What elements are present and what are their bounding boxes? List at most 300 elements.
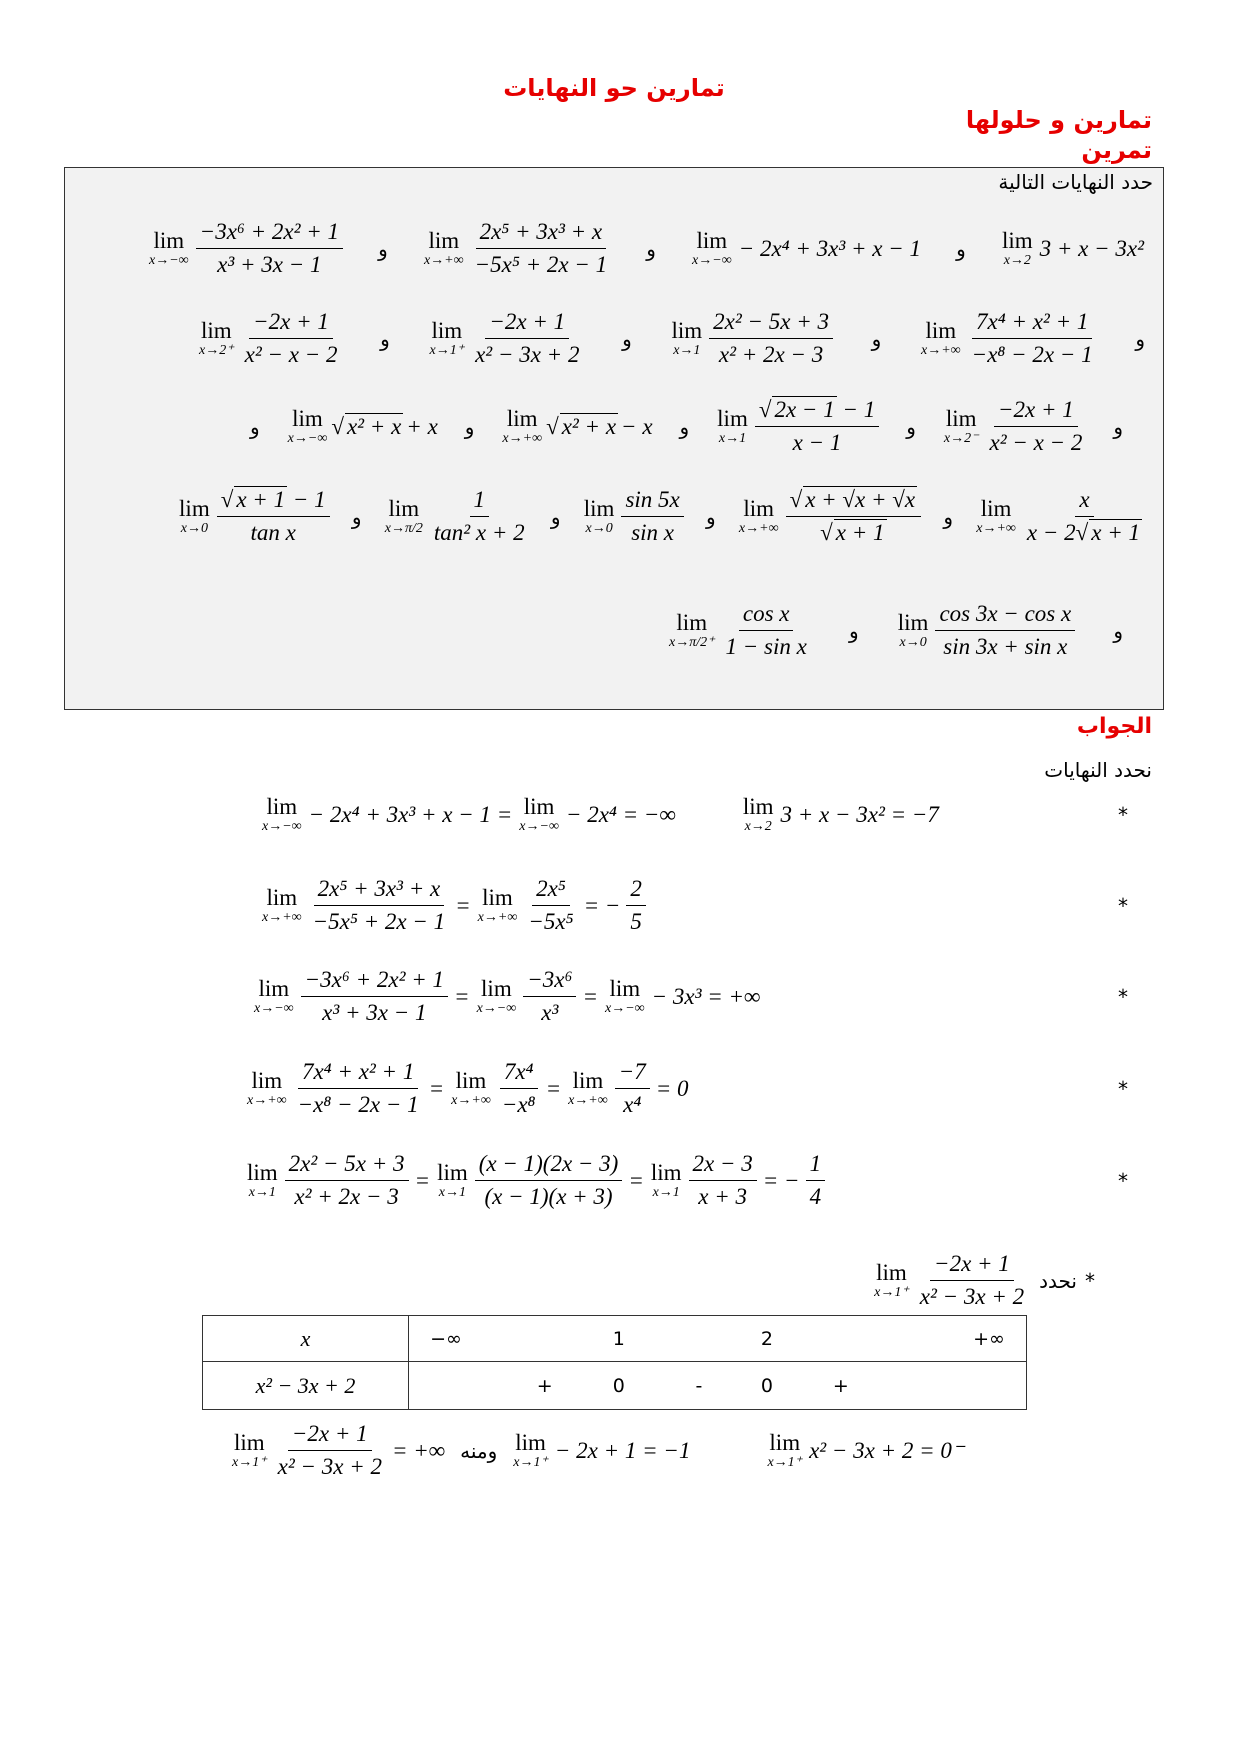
square-root <box>1076 520 1142 545</box>
exercise-row <box>65 396 1163 457</box>
limit-subscript: x→−∞ <box>519 819 559 834</box>
subtitle: تمارين و حلولها <box>965 106 1152 134</box>
limit-subscript: x→+∞ <box>502 431 543 446</box>
limit-operator <box>921 319 961 358</box>
math-expression <box>763 1431 967 1470</box>
lim-label: lim <box>515 1430 546 1455</box>
math-text: x² − 3x + 2 = 0⁻ <box>809 1437 965 1463</box>
and-separator: و <box>622 326 632 351</box>
denominator <box>627 517 678 547</box>
numerator <box>314 875 445 906</box>
math-text: = <box>545 1075 562 1101</box>
lim-label: lim <box>428 228 460 253</box>
limit-subscript: x→1 <box>673 343 701 358</box>
denominator <box>498 1089 540 1119</box>
math-text: (x − 1)(x + 3) <box>484 1184 613 1209</box>
math-text: x³ <box>541 1000 559 1025</box>
sign-table-row-label: x² − 3x + 2 <box>203 1362 409 1410</box>
fraction <box>985 396 1086 457</box>
sign-table-signs <box>409 1362 1027 1410</box>
lim-label: lim <box>266 885 298 910</box>
denominator <box>722 631 811 661</box>
lim-label: lim <box>179 496 210 521</box>
limit-operator <box>429 319 464 358</box>
denominator <box>480 1181 616 1211</box>
lim-label: lim <box>258 976 290 1001</box>
sign-table <box>202 1315 1027 1410</box>
lim-label: lim <box>200 318 232 343</box>
limit-subscript: x→+∞ <box>738 521 779 536</box>
denominator <box>524 906 577 936</box>
limit-subscript: x→−∞ <box>262 819 302 834</box>
and-separator: و <box>871 326 882 351</box>
exercise-row <box>65 218 1163 279</box>
math-text: −2x + 1 <box>291 1421 368 1446</box>
numerator <box>930 1250 1014 1281</box>
answer-line <box>0 1150 1240 1211</box>
lim-label: lim <box>153 228 185 253</box>
and-separator: و <box>679 414 690 439</box>
math-expression <box>420 218 614 279</box>
limit-operator <box>247 1069 287 1108</box>
lim-label: lim <box>1001 228 1033 253</box>
denominator <box>816 517 890 547</box>
limit-subscript: x→0 <box>180 521 208 536</box>
lim-label: lim <box>266 794 298 819</box>
lim-label: lim <box>482 885 513 910</box>
math-text: sin 3x + sin x <box>943 634 1068 659</box>
denominator <box>241 339 342 369</box>
and-separator: و <box>943 504 954 529</box>
math-text: −2x + 1 <box>998 397 1074 422</box>
limit-operator <box>513 1431 548 1470</box>
lim-label: lim <box>696 228 728 253</box>
denominator <box>939 631 1071 661</box>
limit-subscript: x→1 <box>438 1185 466 1200</box>
fraction <box>524 875 577 936</box>
radical-icon: √ <box>758 397 772 422</box>
denominator <box>1023 517 1146 547</box>
sign: - <box>695 1374 703 1397</box>
math-text: − 1 <box>836 397 876 422</box>
denominator <box>789 427 846 457</box>
radicand: x + 1 <box>1091 520 1140 545</box>
radical-icon: √ <box>220 487 234 512</box>
answer-line <box>0 875 1240 936</box>
limit-operator <box>262 795 302 834</box>
fraction <box>806 1150 826 1211</box>
numerator <box>217 486 330 517</box>
limit-subscript: x→+∞ <box>451 1093 491 1108</box>
math-text: −5x⁵ <box>528 909 574 934</box>
lim-label: lim <box>671 318 703 343</box>
limit-subscript: x→1⁺ <box>767 1455 803 1470</box>
math-text: 7x⁴ <box>503 1059 534 1084</box>
math-expression <box>243 1150 828 1211</box>
limit-operator <box>254 977 294 1016</box>
fraction <box>1023 486 1146 547</box>
limit-subscript: x→+∞ <box>477 910 518 925</box>
limit-operator <box>149 229 189 268</box>
limit-operator <box>717 407 748 446</box>
limit-operator <box>739 497 779 536</box>
math-expression <box>688 229 924 268</box>
fraction <box>217 486 330 547</box>
numerator <box>298 1058 418 1089</box>
lim-label: lim <box>455 1068 487 1093</box>
limit-operator <box>451 1069 491 1108</box>
limit-subscript: x→0 <box>585 521 613 536</box>
limit-subscript: x→1 <box>718 431 747 446</box>
determine-line <box>0 1250 1240 1311</box>
numerator <box>615 1058 650 1089</box>
point: +∞ <box>973 1327 1005 1350</box>
limit-subscript: x→2 <box>1003 253 1031 268</box>
lim-label: lim <box>481 976 512 1001</box>
lim-label: lim <box>247 1160 278 1185</box>
math-text: −3x⁶ + 2x² + 1 <box>304 967 445 992</box>
limit-operator <box>288 407 328 446</box>
bullet-star: * <box>1118 1076 1128 1101</box>
math-text: (x − 1)(2x − 3) <box>478 1151 619 1176</box>
limit-operator <box>1002 229 1033 268</box>
math-text: = <box>454 983 470 1009</box>
math-text: −3x⁶ + 2x² + 1 <box>199 219 340 244</box>
fraction <box>196 218 343 279</box>
math-text: 3 + x − 3x² <box>1039 235 1144 261</box>
numerator <box>689 1150 757 1181</box>
lim-label: lim <box>506 406 538 431</box>
radicand: x² + x <box>346 413 402 439</box>
denominator <box>619 1089 645 1119</box>
math-expression <box>195 308 344 369</box>
fraction <box>615 1058 650 1119</box>
math-text: sin 5x <box>625 487 680 512</box>
numerator <box>994 396 1078 427</box>
limit-subscript: x→+∞ <box>262 910 302 925</box>
bullet-star: * <box>1118 984 1128 1009</box>
math-text: 2x⁵ <box>536 876 566 901</box>
limit-operator <box>232 1431 267 1470</box>
math-expression <box>425 308 586 369</box>
square-root <box>331 414 403 440</box>
limit-subscript: x→−∞ <box>149 253 189 268</box>
math-text: −2x + 1 <box>934 1251 1010 1276</box>
and-separator: و <box>250 414 260 439</box>
denominator <box>471 339 583 369</box>
answer-line <box>0 795 1240 834</box>
sign-table-header: x <box>203 1316 409 1362</box>
limit-subscript: x→1⁺ <box>232 1455 267 1470</box>
sign-table-points <box>409 1316 1027 1362</box>
radical-icon: √ <box>820 520 833 545</box>
limit-operator <box>651 1161 682 1200</box>
fraction <box>523 966 576 1027</box>
limit-subscript: x→π/2⁺ <box>669 635 715 650</box>
math-text: x − 2 <box>1026 520 1076 545</box>
denominator <box>309 906 449 936</box>
numerator <box>972 308 1092 339</box>
and-separator: و <box>1113 618 1123 643</box>
numerator <box>532 875 570 906</box>
lim-label: lim <box>292 406 323 431</box>
limit-operator <box>179 497 210 536</box>
exercise-box <box>64 167 1164 710</box>
lim-label: lim <box>572 1068 604 1093</box>
math-text: x² + 2x − 3 <box>718 342 824 367</box>
and-separator: و <box>378 236 388 261</box>
answer-heading: الجواب <box>1076 714 1152 739</box>
denominator <box>806 1181 826 1211</box>
math-text: 3 + x − 3x² = −7 <box>780 801 939 827</box>
lim-label: lim <box>980 496 1012 521</box>
math-text: 4 <box>809 1184 822 1209</box>
math-expression <box>243 1058 692 1119</box>
conclusion-line <box>0 1420 1240 1481</box>
bullet-star: * <box>1118 802 1128 827</box>
point: −∞ <box>430 1327 462 1350</box>
determine-star: * <box>1085 1268 1095 1293</box>
math-expression <box>498 407 655 446</box>
lim-label: lim <box>945 406 977 431</box>
math-text: −x⁸ − 2x − 1 <box>297 1092 419 1117</box>
radical-icon: √ <box>789 487 803 512</box>
math-text: x³ + 3x − 1 <box>217 252 322 277</box>
numerator <box>935 600 1075 631</box>
math-text: = <box>414 1167 431 1193</box>
sign: + <box>536 1374 553 1397</box>
math-text: − x <box>621 413 653 439</box>
fraction <box>309 875 449 936</box>
and-separator: و <box>1113 414 1123 439</box>
denominator <box>213 249 325 279</box>
limit-operator <box>477 977 517 1016</box>
math-text: x² + 2x − 3 <box>294 1184 399 1209</box>
fraction <box>475 1150 623 1211</box>
math-text: tan x <box>250 520 296 545</box>
lim-label: lim <box>431 318 463 343</box>
math-text: tan² x + 2 <box>433 520 525 545</box>
limit-subscript: x→1⁺ <box>874 1285 909 1300</box>
fraction <box>935 600 1075 661</box>
denominator <box>694 1181 751 1211</box>
limit-subscript: x→+∞ <box>921 343 961 358</box>
fraction <box>274 1420 386 1481</box>
math-expression <box>284 407 441 446</box>
numerator <box>288 1420 372 1451</box>
sign: 0 <box>760 1374 773 1397</box>
math-expression <box>228 1420 448 1481</box>
denominator <box>916 1281 1028 1311</box>
limit-operator <box>502 407 542 446</box>
math-text: x² − 3x + 2 <box>277 1454 382 1479</box>
math-text: − 2x⁴ + 3x³ + x − 1 = <box>308 801 513 827</box>
bullet-star: * <box>1118 893 1128 918</box>
limit-operator <box>385 497 423 536</box>
limit-operator <box>743 795 774 834</box>
math-text: 1 <box>473 487 485 512</box>
numerator <box>806 1150 826 1181</box>
point: 1 <box>612 1327 625 1350</box>
radicand: x + 1 <box>236 487 286 512</box>
math-text: = − <box>583 892 621 918</box>
limit-operator <box>584 497 615 536</box>
numerator <box>755 396 879 427</box>
math-text: cos x <box>742 601 790 626</box>
math-text: − 1 <box>287 487 326 512</box>
math-text: − 2x⁴ + 3x³ + x − 1 <box>738 235 922 261</box>
math-expression <box>713 396 882 457</box>
math-expression <box>381 486 532 547</box>
fraction <box>301 966 448 1027</box>
numerator <box>500 1058 538 1089</box>
limit-operator <box>976 497 1016 536</box>
limit-subscript: x→π/2 <box>384 521 423 536</box>
math-text: = +∞ <box>391 1437 446 1463</box>
fraction <box>471 308 583 369</box>
math-text: x² − x − 2 <box>244 342 338 367</box>
math-expression <box>667 308 836 369</box>
math-text: −5x⁵ + 2x − 1 <box>474 252 608 277</box>
radical-icon: √ <box>331 413 344 439</box>
lim-label: lim <box>388 496 420 521</box>
denominator <box>318 997 430 1027</box>
fraction <box>498 1058 540 1119</box>
math-expression <box>735 486 924 547</box>
limit-operator <box>437 1161 468 1200</box>
math-text: −x⁸ <box>501 1092 536 1117</box>
radicand: x + √x + √x <box>805 487 916 512</box>
math-expression <box>972 486 1149 547</box>
section-title: تمرين <box>1081 136 1152 164</box>
numerator <box>1075 486 1093 517</box>
limit-operator <box>199 319 234 358</box>
exercise-row <box>65 600 1163 661</box>
page-title: تمارين حو النهايات <box>503 74 725 102</box>
limit-subscript: x→2 <box>744 819 772 834</box>
determine-label: نحدد <box>1039 1268 1077 1293</box>
denominator <box>537 997 562 1027</box>
answer-intro: نحدد النهايات <box>1044 758 1152 782</box>
numerator <box>709 308 833 339</box>
numerator <box>470 486 490 517</box>
limit-subscript: x→1 <box>652 1185 680 1200</box>
fraction <box>722 600 811 661</box>
math-expression <box>258 875 649 936</box>
denominator <box>246 517 299 547</box>
fraction <box>689 1150 757 1211</box>
math-text: + x <box>406 413 438 439</box>
lim-label: lim <box>251 1068 283 1093</box>
math-expression <box>580 486 687 547</box>
denominator <box>626 906 646 936</box>
numerator <box>301 966 448 997</box>
math-text: −3x⁶ <box>527 967 573 992</box>
sign: + <box>832 1374 849 1397</box>
limit-operator <box>669 611 715 650</box>
and-separator: و <box>1135 326 1145 351</box>
then-label: ومنه <box>460 1438 498 1463</box>
fraction <box>709 308 833 369</box>
denominator <box>968 339 1097 369</box>
lim-label: lim <box>897 610 929 635</box>
math-text: = <box>582 983 598 1009</box>
math-text: x² − x − 2 <box>989 430 1083 455</box>
radicand: 2x − 1 <box>774 397 835 422</box>
radical-icon: √ <box>546 413 559 439</box>
denominator <box>294 1089 423 1119</box>
exercise-row <box>65 308 1163 369</box>
lim-label: lim <box>609 976 641 1001</box>
denominator <box>471 249 611 279</box>
lim-label: lim <box>676 610 708 635</box>
math-text: 1 − sin x <box>725 634 807 659</box>
lim-label: lim <box>233 1430 265 1455</box>
math-expression <box>917 308 1100 369</box>
math-expression <box>998 229 1147 268</box>
math-text: cos 3x − cos x <box>939 601 1072 626</box>
limit-subscript: x→2⁺ <box>199 343 234 358</box>
limit-operator <box>605 977 645 1016</box>
limit-subscript: x→1⁺ <box>429 343 465 358</box>
lim-label: lim <box>769 1430 801 1455</box>
fraction <box>916 1250 1028 1311</box>
math-text: 7x⁴ + x² + 1 <box>301 1059 415 1084</box>
math-expression <box>175 486 333 547</box>
exercise-instruction: حدد النهايات التالية <box>998 170 1153 194</box>
and-separator: و <box>550 504 561 529</box>
numerator <box>523 966 576 997</box>
limit-operator <box>568 1069 608 1108</box>
limit-operator <box>247 1161 278 1200</box>
limit-subscript: x→−∞ <box>692 253 732 268</box>
and-separator: و <box>646 236 656 261</box>
limit-subscript: x→1 <box>248 1185 276 1200</box>
numerator <box>626 875 646 906</box>
and-separator: و <box>464 414 475 439</box>
fraction <box>755 396 879 457</box>
math-expression <box>665 600 814 661</box>
math-text: 2x − 3 <box>692 1151 753 1176</box>
limit-subscript: x→0 <box>899 635 927 650</box>
denominator <box>274 1451 386 1481</box>
sign: 0 <box>612 1374 625 1397</box>
limit-operator <box>262 886 302 925</box>
answer-line <box>0 1058 1240 1119</box>
and-separator: و <box>351 504 362 529</box>
numerator <box>476 218 607 249</box>
math-expression <box>250 966 763 1027</box>
fraction <box>241 308 342 369</box>
math-text: x − 1 <box>792 430 842 455</box>
square-root <box>546 414 618 440</box>
square-root <box>790 487 918 512</box>
limit-operator <box>692 229 732 268</box>
math-text: −5x⁵ + 2x − 1 <box>312 909 446 934</box>
math-text: 2x² − 5x + 3 <box>288 1151 405 1176</box>
math-text: 2x⁵ + 3x³ + x <box>317 876 441 901</box>
denominator <box>430 517 529 547</box>
math-expression <box>940 396 1089 457</box>
lim-label: lim <box>717 406 748 431</box>
limit-subscript: x→−∞ <box>604 1001 645 1016</box>
math-text: x + 3 <box>698 1184 748 1209</box>
lim-label: lim <box>876 1260 907 1285</box>
limit-operator <box>874 1261 909 1300</box>
math-text: − 3x³ = +∞ <box>651 983 761 1009</box>
and-separator: و <box>380 326 390 351</box>
lim-label: lim <box>437 1160 468 1185</box>
